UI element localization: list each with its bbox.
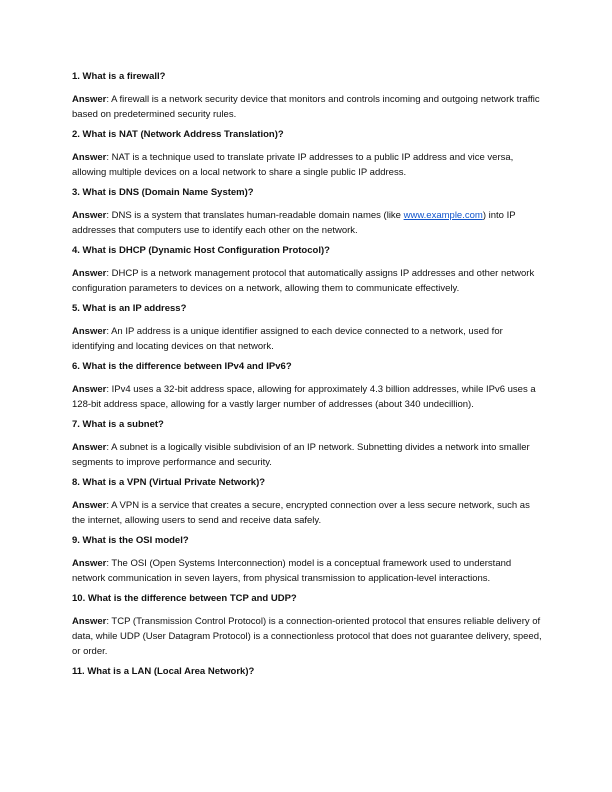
question-10: 10. What is the difference between TCP and UDP? bbox=[72, 593, 297, 604]
question-2: 2. What is NAT (Network Address Translation)? bbox=[72, 129, 284, 140]
answer-label: Answer bbox=[72, 210, 107, 221]
answer-2-text: : NAT is a technique used to translate private IP addresses to a public IP address and vice versa, allowing multiple devices on a local network to share a single public IP address. bbox=[72, 152, 514, 178]
answer-8-text: : A VPN is a service that creates a secure, encrypted connection over a less secure network, such as the internet, allowing users to send and receive data safely. bbox=[72, 500, 530, 526]
answer-label: Answer bbox=[72, 94, 107, 105]
answer-7 bbox=[72, 440, 542, 470]
answer-7-text: : A subnet is a logically visible subdivision of an IP network. Subnetting divides a network into smaller segments to improve performance and security. bbox=[72, 442, 530, 468]
answer-6-text: : IPv4 uses a 32-bit address space, allowing for approximately 4.3 billion addresses, while IPv6 uses a 128-bit address space, allowing for a vastly larger number of addresses (about 340 undecillion). bbox=[72, 384, 536, 410]
question-6: 6. What is the difference between IPv4 and IPv6? bbox=[72, 361, 292, 372]
answer-3 bbox=[72, 208, 542, 238]
answer-4-text: : DHCP is a network management protocol that automatically assigns IP addresses and other network configuration parameters to devices on a network, allowing them to communicate effectively. bbox=[72, 268, 535, 294]
answer-label: Answer bbox=[72, 442, 107, 453]
question-9: 9. What is the OSI model? bbox=[72, 535, 189, 546]
answer-label: Answer bbox=[72, 384, 107, 395]
question-1: 1. What is a firewall? bbox=[72, 71, 166, 82]
answer-label: Answer bbox=[72, 268, 107, 279]
answer-5 bbox=[72, 324, 542, 354]
answer-10-text: : TCP (Transmission Control Protocol) is a connection-oriented protocol that ensures reliable delivery of data, while UDP (User Datagram Protocol) is a connectionless protocol that does not guarantee delivery, speed, or order. bbox=[72, 616, 542, 657]
answer-5-text: : An IP address is a unique identifier assigned to each device connected to a network, used for identifying and locating devices on that network. bbox=[72, 326, 503, 352]
answer-1 bbox=[72, 92, 542, 122]
question-11: 11. What is a LAN (Local Area Network)? bbox=[72, 666, 255, 677]
answer-9 bbox=[72, 556, 542, 586]
example-link[interactable]: www.example.com bbox=[403, 210, 483, 221]
answer-label: Answer bbox=[72, 326, 107, 337]
document-page bbox=[72, 70, 542, 687]
answer-3-text-after: ) into IP addresses that computers use to identify each other on the network. bbox=[72, 210, 516, 236]
answer-label: Answer bbox=[72, 558, 107, 569]
question-8: 8. What is a VPN (Virtual Private Network)? bbox=[72, 477, 266, 488]
answer-4 bbox=[72, 266, 542, 296]
question-3: 3. What is DNS (Domain Name System)? bbox=[72, 187, 254, 198]
answer-label: Answer bbox=[72, 152, 107, 163]
answer-8 bbox=[72, 498, 542, 528]
answer-9-text: : The OSI (Open Systems Interconnection) model is a conceptual framework used to understand network communication in seven layers, from physical transmission to application-level interactions. bbox=[72, 558, 512, 584]
answer-label: Answer bbox=[72, 616, 107, 627]
question-4: 4. What is DHCP (Dynamic Host Configuration Protocol)? bbox=[72, 245, 330, 256]
answer-2 bbox=[72, 150, 542, 180]
question-7: 7. What is a subnet? bbox=[72, 419, 164, 430]
answer-3-text-before: : DNS is a system that translates human-readable domain names (like bbox=[106, 210, 404, 221]
answer-6 bbox=[72, 382, 542, 412]
answer-label: Answer bbox=[72, 500, 107, 511]
answer-10 bbox=[72, 614, 542, 659]
answer-1-text: : A firewall is a network security device that monitors and controls incoming and outgoing network traffic based on predetermined security rules. bbox=[72, 94, 540, 120]
question-5: 5. What is an IP address? bbox=[72, 303, 187, 314]
